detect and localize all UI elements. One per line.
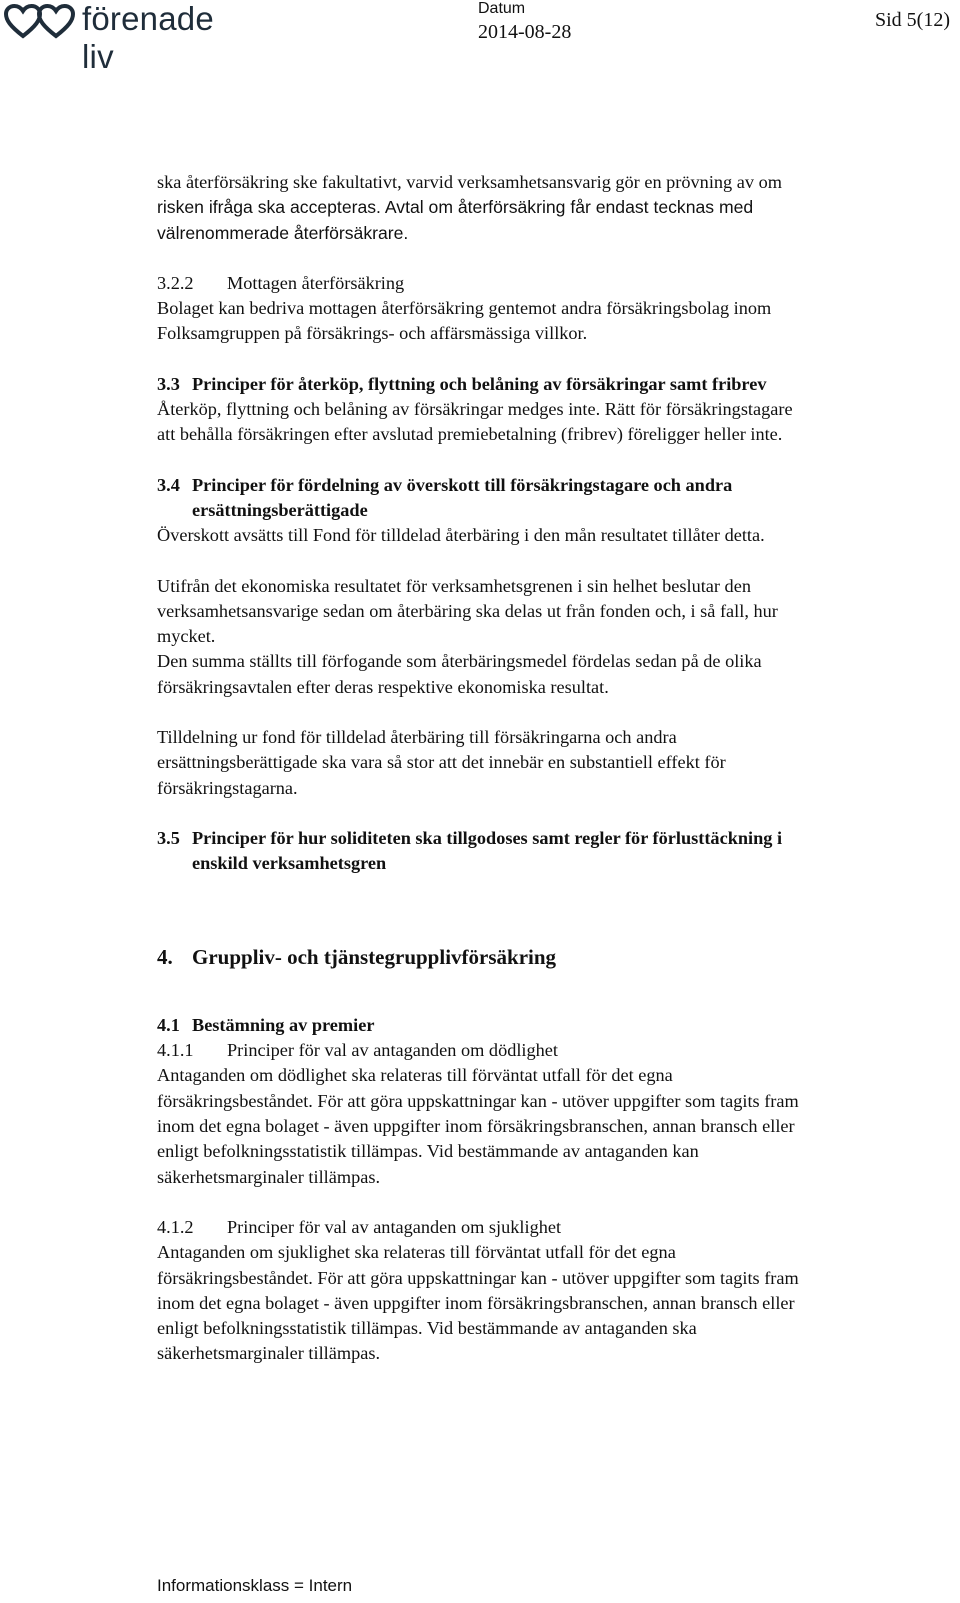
double-heart-icon <box>4 4 80 40</box>
section-heading-4-1-2 <box>157 1215 917 1240</box>
paragraph-line: mycket. <box>157 626 216 647</box>
paragraph-line: ersättningsberättigade ska vara så stor att det innebär en substantiell effekt för <box>157 752 726 773</box>
section-title: Principer för hur soliditeten ska tillgodoses samt regler för förlusttäckning i <box>192 827 783 848</box>
paragraph-line: inom det egna bolaget - även uppgifter inom försäkringsbranschen, annan bransch eller <box>157 1292 795 1313</box>
paragraph-line: Bolaget kan bedriva mottagen återförsäkring gentemot andra försäkringsbolag inom <box>157 298 772 319</box>
chapter-heading-4 <box>157 945 917 970</box>
date-block <box>478 0 571 44</box>
section-title: Principer för fördelning av överskott till försäkringstagare och andra <box>192 474 733 495</box>
paragraph-line: Den summa ställts till förfogande som återbäringsmedel fördelas sedan på de olika <box>157 651 762 672</box>
section-title: Principer för val av antaganden om dödlighet <box>227 1040 558 1061</box>
section-number: 3.5 <box>157 827 180 848</box>
paragraph-line: Utifrån det ekonomiska resultatet för verksamhetsgrenen i sin helhet beslutar den <box>157 575 751 596</box>
page-number: Sid 5(12) <box>875 9 950 31</box>
paragraph-line: verksamhetsansvarige sedan om återbäring ska delas ut från fonden och, i så fall, hur <box>157 600 778 621</box>
section-title: Bestämning av premier <box>192 1014 375 1035</box>
paragraph-line: Antaganden om dödlighet ska relateras till förväntat utfall för det egna <box>157 1065 673 1086</box>
chapter-title: Gruppliv- och tjänstegrupplivförsäkring <box>192 944 557 969</box>
paragraph-line: försäkringsbeståndet. För att göra uppskattningar kan - utöver uppgifter som tagits fram <box>157 1090 799 1111</box>
paragraph-line: säkerhetsmarginaler tillämpas. <box>157 1166 381 1187</box>
paragraph-line: enligt befolkningsstatistik tillämpas. Vid bestämmande av antaganden ska <box>157 1318 697 1339</box>
section-number: 4.1.1 <box>157 1040 194 1061</box>
intro-line: välrenommerade återförsäkrare. <box>157 222 409 243</box>
section-heading-3-3 <box>157 372 917 397</box>
paragraph-line: Överskott avsätts till Fond för tilldelad återbäring i den mån resultatet tillåter detta. <box>157 525 765 546</box>
date-label: Datum <box>478 0 526 17</box>
paragraph-line: Återköp, flyttning och belåning av försäkringar medges inte. Rätt för försäkringstagare <box>157 399 793 420</box>
section-number: 3.2.2 <box>157 272 194 293</box>
information-class-footer: Informationsklass = Intern <box>157 1576 353 1595</box>
section-heading-4-1 <box>157 1013 917 1038</box>
section-title-cont: ersättningsberättigade <box>192 499 368 520</box>
paragraph-line: Tilldelning ur fond för tilldelad återbäring till försäkringarna och andra <box>157 727 677 748</box>
section-number: 4.1.2 <box>157 1216 194 1237</box>
page-header <box>0 0 960 75</box>
section-title: Principer för återköp, flyttning och belåning av försäkringar samt fribrev <box>192 373 767 394</box>
section-title: Principer för val av antaganden om sjuklighet <box>227 1216 562 1237</box>
section-number: 3.4 <box>157 474 180 495</box>
paragraph-line: försäkringsavtalen efter deras respektive ekonomiska resultat. <box>157 676 609 697</box>
section-number: 4.1 <box>157 1014 180 1035</box>
paragraph-line: försäkringstagarna. <box>157 777 298 798</box>
paragraph-line: Antaganden om sjuklighet ska relateras till förväntat utfall för det egna <box>157 1242 676 1263</box>
paragraph-line: försäkringsbeståndet. För att göra uppskattningar kan - utöver uppgifter som tagits fram <box>157 1267 799 1288</box>
logo-wordmark: förenade liv <box>82 0 214 75</box>
paragraph-line: enligt befolkningsstatistik tillämpas. Vid bestämmande av antaganden kan <box>157 1141 699 1162</box>
date-value: 2014-08-28 <box>478 21 572 43</box>
section-heading-3-5 <box>157 826 917 877</box>
section-number: 3.3 <box>157 373 180 394</box>
section-heading-3-4 <box>157 473 917 524</box>
intro-line: ska återförsäkring ske fakultativt, varvid verksamhetsansvarig gör en prövning av om <box>157 172 782 192</box>
section-heading-3-2-2 <box>157 271 917 296</box>
section-title: Mottagen återförsäkring <box>227 272 405 293</box>
company-logo <box>4 0 244 75</box>
paragraph-line: Folksamgruppen på försäkrings- och affärsmässiga villkor. <box>157 323 588 344</box>
paragraph-line: inom det egna bolaget - även uppgifter inom försäkringsbranschen, annan bransch eller <box>157 1116 795 1137</box>
paragraph-line: att behålla försäkringen efter avslutad premiebetalning (fribrev) föreligger heller inte. <box>157 424 783 445</box>
document-body <box>157 170 917 1367</box>
intro-line: risken ifråga ska accepteras. Avtal om återförsäkring får endast tecknas med <box>157 197 754 218</box>
chapter-number: 4. <box>157 944 173 969</box>
section-title-cont: enskild verksamhetsgren <box>192 853 387 874</box>
paragraph-line: säkerhetsmarginaler tillämpas. <box>157 1343 381 1364</box>
section-heading-4-1-1 <box>157 1038 917 1063</box>
